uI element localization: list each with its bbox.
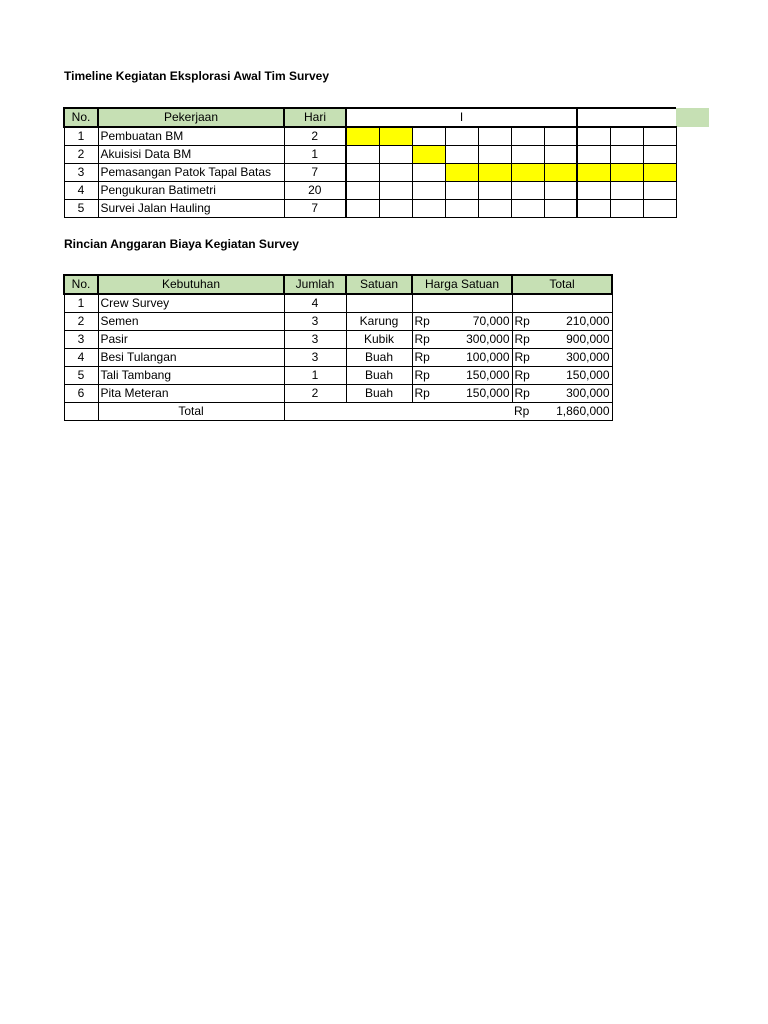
item-price-cell xyxy=(412,367,512,385)
gantt-cell xyxy=(643,182,676,200)
gantt-cell-active xyxy=(511,164,544,182)
budget-total-row xyxy=(64,403,612,421)
timeline-title: Timeline Kegiatan Eksplorasi Awal Tim Survey xyxy=(64,69,329,83)
timeline-header-row xyxy=(64,108,709,127)
item-qty: 2 xyxy=(284,385,346,403)
price-currency: Rp xyxy=(414,386,430,400)
item-qty: 3 xyxy=(284,313,346,331)
gantt-cell xyxy=(346,200,379,218)
gantt-cell xyxy=(577,200,610,218)
item-price-cell xyxy=(412,313,512,331)
gantt-cell xyxy=(445,182,478,200)
task-name: Pemasangan Patok Tapal Batas xyxy=(98,164,284,182)
header-period-1: I xyxy=(346,108,577,127)
total-currency: Rp xyxy=(514,368,530,382)
gantt-cell-active xyxy=(544,164,577,182)
item-total: 150,000 xyxy=(566,368,610,382)
header-unit: Satuan xyxy=(346,275,412,294)
row-number: 5 xyxy=(64,367,98,385)
item-unit: Buah xyxy=(346,367,412,385)
gantt-cell xyxy=(412,127,445,146)
gantt-cell xyxy=(445,127,478,146)
task-name: Survei Jalan Hauling xyxy=(98,200,284,218)
task-name: Akuisisi Data BM xyxy=(98,146,284,164)
task-days: 20 xyxy=(284,182,346,200)
gantt-cell xyxy=(610,146,643,164)
item-price-cell xyxy=(412,349,512,367)
gantt-cell xyxy=(643,200,676,218)
row-number: 2 xyxy=(64,313,98,331)
total-currency: Rp xyxy=(514,350,530,364)
item-qty: 1 xyxy=(284,367,346,385)
gantt-cell xyxy=(577,146,610,164)
total-currency: Rp xyxy=(514,404,530,418)
row-number: 1 xyxy=(64,294,98,313)
gantt-cell-active xyxy=(643,164,676,182)
item-qty: 3 xyxy=(284,331,346,349)
timeline-row xyxy=(64,200,709,218)
row-number: 6 xyxy=(64,385,98,403)
item-total-cell xyxy=(512,294,612,313)
gantt-cell xyxy=(412,182,445,200)
item-price: 150,000 xyxy=(466,386,510,400)
item-name: Crew Survey xyxy=(98,294,284,313)
budget-row xyxy=(64,331,612,349)
item-total-cell xyxy=(512,385,612,403)
gantt-cell xyxy=(577,127,610,146)
row-number: 1 xyxy=(64,127,98,146)
item-price-cell xyxy=(412,294,512,313)
item-total: 300,000 xyxy=(566,350,610,364)
item-unit: Karung xyxy=(346,313,412,331)
gantt-cell xyxy=(379,182,412,200)
timeline-row xyxy=(64,127,709,146)
row-number: 3 xyxy=(64,164,98,182)
gantt-cell xyxy=(610,200,643,218)
gantt-cell-active xyxy=(412,146,445,164)
budget-row xyxy=(64,349,612,367)
budget-row xyxy=(64,385,612,403)
total-currency: Rp xyxy=(514,332,530,346)
item-unit xyxy=(346,294,412,313)
header-days: Hari xyxy=(284,108,346,127)
price-currency: Rp xyxy=(414,314,430,328)
gantt-cell xyxy=(346,182,379,200)
row-number: 4 xyxy=(64,349,98,367)
item-name: Tali Tambang xyxy=(98,367,284,385)
task-days: 2 xyxy=(284,127,346,146)
gantt-cell xyxy=(412,164,445,182)
item-total: 210,000 xyxy=(566,314,610,328)
budget-header-row xyxy=(64,275,612,294)
gantt-cell xyxy=(445,200,478,218)
gantt-cell xyxy=(412,200,445,218)
budget-title: Rincian Anggaran Biaya Kegiatan Survey xyxy=(64,237,299,251)
gantt-cell xyxy=(544,146,577,164)
total-value-cell xyxy=(512,403,612,421)
header-period-2 xyxy=(577,108,676,127)
gantt-cell xyxy=(511,127,544,146)
gantt-cell xyxy=(346,164,379,182)
item-price: 100,000 xyxy=(466,350,510,364)
item-price-cell xyxy=(412,385,512,403)
budget-row xyxy=(64,294,612,313)
task-name: Pengukuran Batimetri xyxy=(98,182,284,200)
price-currency: Rp xyxy=(414,350,430,364)
gantt-cell xyxy=(643,127,676,146)
gantt-cell-active xyxy=(346,127,379,146)
header-task: Pekerjaan xyxy=(98,108,284,127)
item-name: Semen xyxy=(98,313,284,331)
gantt-cell-active xyxy=(379,127,412,146)
budget-row xyxy=(64,313,612,331)
header-period-overflow xyxy=(676,108,709,127)
item-total: 900,000 xyxy=(566,332,610,346)
row-number: 2 xyxy=(64,146,98,164)
gantt-cell xyxy=(379,200,412,218)
price-currency: Rp xyxy=(414,332,430,346)
gantt-cell xyxy=(478,200,511,218)
gantt-cell-active xyxy=(478,164,511,182)
timeline-row xyxy=(64,182,709,200)
header-item: Kebutuhan xyxy=(98,275,284,294)
gantt-cell xyxy=(610,182,643,200)
gantt-cell xyxy=(511,146,544,164)
gantt-cell-active xyxy=(445,164,478,182)
item-price: 300,000 xyxy=(466,332,510,346)
total-currency: Rp xyxy=(514,386,530,400)
task-days: 1 xyxy=(284,146,346,164)
total-currency: Rp xyxy=(514,314,530,328)
row-number: 3 xyxy=(64,331,98,349)
gantt-cell xyxy=(478,146,511,164)
gantt-cell xyxy=(643,146,676,164)
item-unit: Buah xyxy=(346,349,412,367)
item-name: Pasir xyxy=(98,331,284,349)
gantt-cell xyxy=(346,146,379,164)
gantt-cell xyxy=(379,146,412,164)
item-unit: Kubik xyxy=(346,331,412,349)
timeline-row xyxy=(64,164,709,182)
gantt-cell xyxy=(544,127,577,146)
task-days: 7 xyxy=(284,200,346,218)
gantt-cell xyxy=(511,200,544,218)
header-price: Harga Satuan xyxy=(412,275,512,294)
item-total: 300,000 xyxy=(566,386,610,400)
header-qty: Jumlah xyxy=(284,275,346,294)
gantt-cell-active xyxy=(577,164,610,182)
gantt-cell xyxy=(610,127,643,146)
task-days: 7 xyxy=(284,164,346,182)
gantt-cell xyxy=(445,146,478,164)
item-name: Pita Meteran xyxy=(98,385,284,403)
gantt-cell-active xyxy=(610,164,643,182)
price-currency: Rp xyxy=(414,368,430,382)
total-label: Total xyxy=(98,403,284,421)
item-total-cell xyxy=(512,367,612,385)
gantt-cell xyxy=(379,164,412,182)
timeline-row xyxy=(64,146,709,164)
item-qty: 3 xyxy=(284,349,346,367)
item-total-cell xyxy=(512,313,612,331)
gantt-cell xyxy=(577,182,610,200)
budget-row xyxy=(64,367,612,385)
item-total-cell xyxy=(512,331,612,349)
item-name: Besi Tulangan xyxy=(98,349,284,367)
row-number: 5 xyxy=(64,200,98,218)
row-number: 4 xyxy=(64,182,98,200)
header-no: No. xyxy=(64,275,98,294)
budget-table xyxy=(63,274,613,421)
item-price: 70,000 xyxy=(472,314,510,328)
item-unit: Buah xyxy=(346,385,412,403)
gantt-cell xyxy=(544,200,577,218)
gantt-cell xyxy=(478,127,511,146)
task-name: Pembuatan BM xyxy=(98,127,284,146)
header-no: No. xyxy=(64,108,98,127)
item-qty: 4 xyxy=(284,294,346,313)
header-total: Total xyxy=(512,275,612,294)
gantt-cell xyxy=(511,182,544,200)
timeline-table xyxy=(63,107,710,218)
total-value: 1,860,000 xyxy=(556,404,610,418)
gantt-cell xyxy=(544,182,577,200)
gantt-cell xyxy=(478,182,511,200)
item-price-cell xyxy=(412,331,512,349)
item-total-cell xyxy=(512,349,612,367)
item-price: 150,000 xyxy=(466,368,510,382)
